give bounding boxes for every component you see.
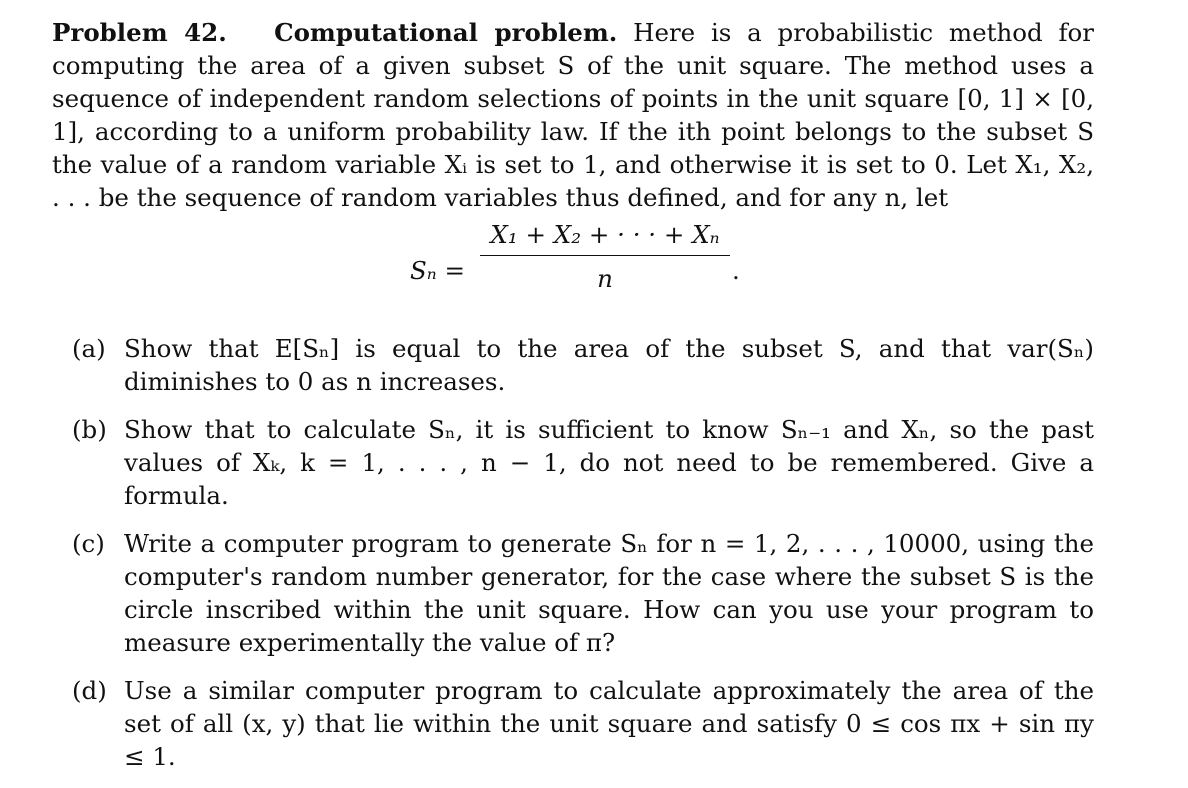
part-b: [52, 413, 1094, 512]
part-c: [52, 527, 1094, 659]
formula-lhs: Sₙ =: [410, 256, 466, 285]
part-b-text: Show that to calculate Sₙ, it is sufficient to know Sₙ₋₁ and Xₙ, so the past values of Xₖ, k = 1, . . . , n − 1, do not need to be remembered. Give a formula.: [124, 415, 1094, 510]
formula-period: .: [732, 256, 740, 285]
part-d: [52, 674, 1094, 773]
formula-fraction: [480, 220, 730, 293]
part-d-text: Use a similar computer program to calculate approximately the area of the set of all (x, y) that lie within the unit square and satisfy 0 ≤ cos πx + sin πy ≤ 1.: [124, 676, 1094, 771]
part-b-label: (b): [72, 415, 107, 444]
part-a-label: (a): [72, 334, 106, 363]
problem-page: [52, 16, 1094, 788]
problem-heading: Problem 42.: [52, 18, 227, 47]
part-c-label: (c): [72, 529, 105, 558]
problem-parts-list: [52, 332, 1094, 773]
problem-subheading: Computational problem.: [274, 18, 618, 47]
problem-intro-text: Here is a probabilistic method for computing the area of a given subset S of the unit square. The method uses a sequence of independent random selections of points in the unit square [0, 1] × [0, 1], according to a uniform probability law. If the ith point belongs to the subset S the value of a random variable Xᵢ is set to 1, and otherwise it is set to 0. Let X₁, X₂, . . . be the sequence of random variables thus defined, and for any n, let: [52, 18, 1094, 212]
formula-numerator: X₁ + X₂ + · · · + Xₙ: [490, 220, 720, 249]
formula-denominator: n: [597, 264, 613, 293]
part-a: [52, 332, 1094, 398]
problem-intro-paragraph: [52, 16, 1094, 214]
sn-formula: [52, 214, 1094, 326]
part-a-text: Show that E[Sₙ] is equal to the area of the subset S, and that var(Sₙ) diminishes to 0 as n increases.: [124, 334, 1094, 396]
part-c-text: Write a computer program to generate Sₙ for n = 1, 2, . . . , 10000, using the computer's random number generator, for the case where the subset S is the circle inscribed within the unit square. How can you use your program to measure experimentally the value of π?: [124, 529, 1094, 657]
part-d-label: (d): [72, 676, 107, 705]
